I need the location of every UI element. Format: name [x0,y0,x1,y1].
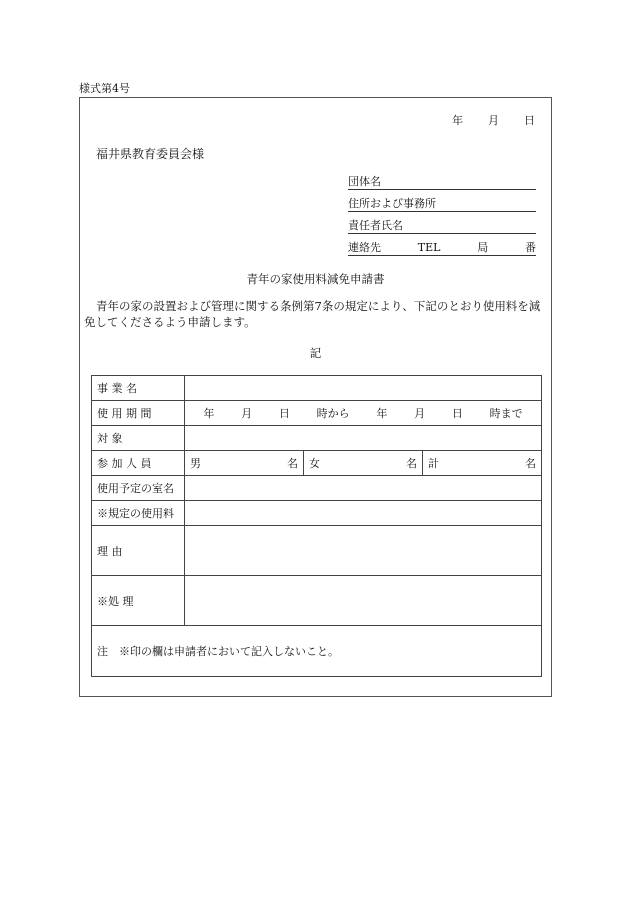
row-participants [92,451,542,476]
row-reason [92,526,542,576]
period-field: 月 [414,407,426,420]
label-char: 理 [122,594,134,608]
ki-label: 記 [309,346,322,360]
applicant-address[interactable] [348,196,536,212]
row-period [92,401,542,426]
label-char: 事 [97,382,108,395]
period-field: 日 [451,407,463,420]
row-fee [92,501,542,526]
period-field: 月 [241,407,253,420]
label-room: 使用予定の室名 [92,476,185,501]
female-label: 女 [309,457,320,470]
date-day: 日 [524,114,535,127]
label-char: 参 [97,457,108,470]
total-unit: 名 [525,457,537,470]
label-participants [92,451,185,476]
applicant-address-label: 住所および事務所 [348,197,436,210]
contact-kyoku: 局 [477,241,489,254]
female-unit: 名 [406,457,417,470]
label-period [92,401,185,426]
label-reason [92,526,185,576]
total-label: 計 [428,457,439,470]
value-period[interactable] [185,401,542,426]
value-target[interactable] [185,426,542,451]
label-business [92,376,185,401]
value-fee[interactable] [185,501,542,526]
value-male[interactable] [185,451,304,476]
application-table [91,375,542,677]
body-text: 青年の家の設置および管理に関する条例第7条の規定により、下記のとおり使用料を減免してくださるよう申請します。 [84,299,541,329]
form-number: 様式第4号 [79,82,130,95]
label-char: 業 [111,382,123,395]
label-target [92,426,185,451]
date-month: 月 [488,114,499,127]
applicant-org[interactable] [348,174,536,190]
label-char: 人 [126,457,137,470]
label-char: 加 [111,457,123,470]
label-char: 期 [126,407,137,420]
value-reason[interactable] [185,526,542,576]
date-line [427,112,535,128]
note-text: 注 ※印の欄は申請者において記入しないこと。 [92,626,542,677]
row-process [92,576,542,626]
label-char: 名 [126,382,137,395]
form-frame [79,97,552,697]
label-char: 対 [97,432,108,445]
value-total[interactable] [423,451,542,476]
period-field: 時から [316,407,350,420]
label-char: 象 [111,432,123,445]
label-process [92,576,185,626]
label-char: ※処 [97,594,119,608]
contact-label: 連絡先 [348,241,381,254]
male-unit: 名 [287,457,298,470]
value-business[interactable] [185,376,542,401]
applicant-org-label: 団体名 [348,175,381,188]
value-process[interactable] [185,576,542,626]
period-field: 時まで [489,407,523,420]
contact-tel: TEL [417,241,441,254]
label-char: 使 [97,407,108,420]
label-char: 用 [111,407,123,420]
document-title: 青年の家使用料減免申請書 [246,272,385,286]
row-room [92,476,542,501]
label-char: 間 [140,407,152,420]
row-business [92,376,542,401]
contact-ban: 番 [524,241,536,254]
applicant-contact[interactable] [348,240,536,256]
label-fee: ※規定の使用料 [92,501,185,526]
period-field: 年 [376,407,388,420]
value-female[interactable] [304,451,423,476]
period-field: 年 [203,407,215,420]
date-year: 年 [452,114,463,127]
male-label: 男 [190,457,201,470]
row-note [92,626,542,677]
addressee: 福井県教育委員会様 [96,147,205,161]
label-char: 由 [111,544,123,558]
applicant-responsible-label: 責任者氏名 [348,219,403,232]
value-room[interactable] [185,476,542,501]
period-field: 日 [278,407,290,420]
applicant-responsible[interactable] [348,218,536,234]
label-char: 員 [140,457,152,470]
row-target [92,426,542,451]
label-char: 理 [97,544,108,558]
